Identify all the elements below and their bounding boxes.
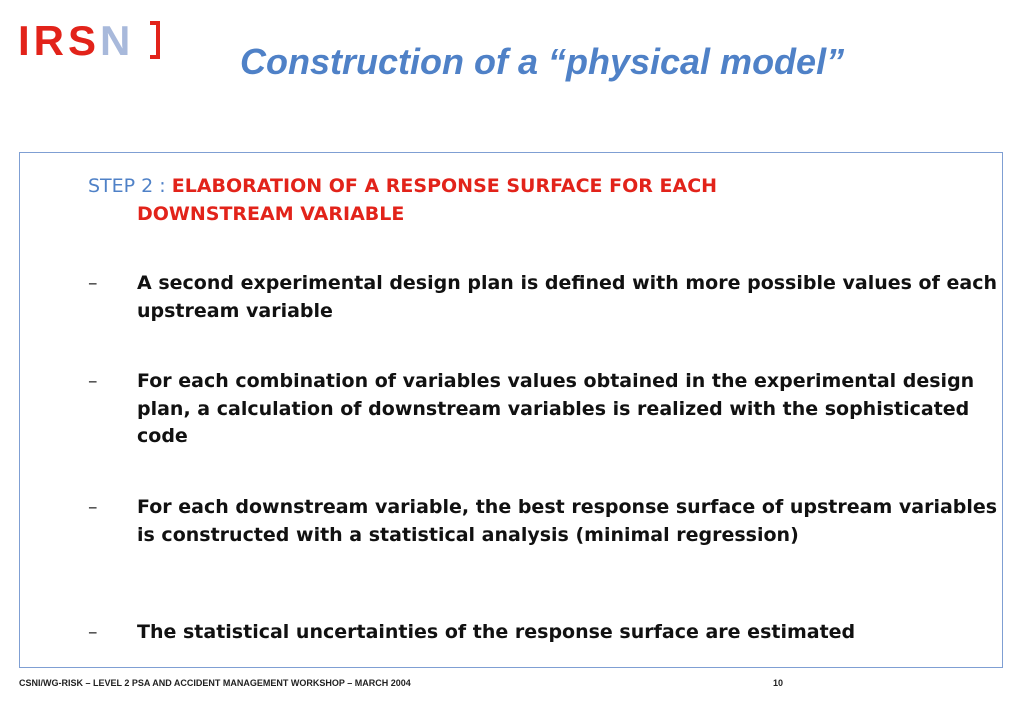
footer bbox=[19, 678, 1003, 688]
bullet-dash: – bbox=[88, 272, 98, 294]
bullet-dash: – bbox=[88, 370, 98, 392]
bullet-dash: – bbox=[88, 621, 98, 643]
bullet-dash: – bbox=[88, 496, 98, 518]
step-label: STEP 2 : bbox=[88, 175, 172, 197]
logo-text: IRS bbox=[18, 17, 101, 64]
bullet-text: For each downstream variable, the best response surface of upstream variables is constructed with a statistical analysis (minimal regression) bbox=[137, 496, 998, 546]
slide-title: Construction of a “physical model” bbox=[240, 41, 845, 82]
bullet-item bbox=[88, 494, 998, 549]
page-number: 10 bbox=[773, 678, 784, 688]
footer-text: CSNI/WG-RISK – LEVEL 2 PSA AND ACCIDENT MANAGEMENT WORKSHOP – MARCH 2004 bbox=[19, 678, 411, 688]
logo-bracket bbox=[150, 21, 160, 59]
bullet-item bbox=[88, 270, 998, 325]
step-title-line1: ELABORATION OF A RESPONSE SURFACE FOR EACH bbox=[171, 175, 718, 197]
bullet-text: For each combination of variables values obtained in the experimental design plan, a calculation of downstream variables is realized with the sophisticated code bbox=[137, 370, 975, 447]
step-title-line2: DOWNSTREAM VARIABLE bbox=[137, 203, 405, 225]
irsn-logo bbox=[18, 19, 134, 63]
bullet-item bbox=[88, 619, 998, 647]
bullet-text: The statistical uncertainties of the response surface are estimated bbox=[137, 621, 856, 643]
step-heading bbox=[88, 172, 848, 228]
bullet-item bbox=[88, 368, 998, 451]
bullet-text: A second experimental design plan is defined with more possible values of each upstream variable bbox=[137, 272, 997, 322]
logo-n-letter: N bbox=[100, 17, 135, 64]
